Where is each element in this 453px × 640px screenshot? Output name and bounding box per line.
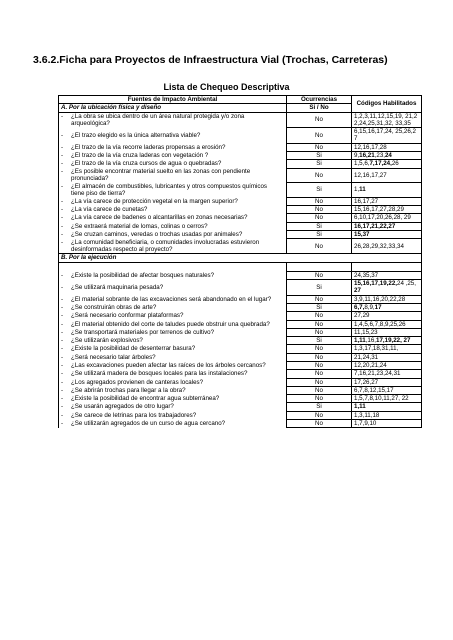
occurrence-cell: No [287,420,352,428]
question-cell [59,370,287,378]
table-row [59,168,422,183]
question-text: ¿La obra se ubica dentro de un área natural protegida y/o zona arqueológica? [71,112,245,128]
section-b-row [59,254,422,262]
question-cell [59,420,287,428]
list-dash: - [61,152,64,160]
list-dash: - [61,238,64,246]
occurrence-cell: No [287,206,352,214]
list-dash: - [61,197,64,205]
table-row [59,386,422,394]
occurrence-cell: Si [287,337,352,345]
occurrence-cell: Si [287,152,352,160]
question-cell [59,214,287,222]
table-row [59,271,422,279]
question-text: ¿El trazo de la vía cruza laderas con vegetación ? [71,152,209,160]
question-cell [59,312,287,320]
codes-cell: 1,3,17,18,31,11, [352,345,422,353]
table-row [59,214,422,222]
spacer-cell [352,262,422,271]
question-cell [59,320,287,328]
codes-cell: 24,35,37 [352,271,422,279]
list-dash: - [61,295,64,303]
occurrence-cell: No [287,214,352,222]
list-dash: - [61,182,64,190]
question-cell [59,183,287,198]
occurrence-cell: No [287,370,352,378]
question-text: ¿El material sobrante de las excavaciones será abandonado en el lugar? [71,295,272,303]
list-dash: - [61,283,64,291]
occurrence-cell: No [287,295,352,303]
question-text: ¿Se abrirán trochas para llegar a la obra? [71,386,186,394]
codes-cell: 1,4,5,6,7,8,9,25,26 [352,320,422,328]
codes-cell: 1,3,11,18 [352,411,422,419]
list-dash: - [61,362,64,369]
checklist-title: Lista de Chequeo Descriptiva [163,82,290,92]
question-cell [59,295,287,303]
question-text: ¿El trazo elegido es la única alternativa viable? [71,131,201,139]
table-row [59,222,422,230]
table-row [59,128,422,144]
codes-cell: 17,26,27 [352,378,422,386]
occurrence-cell: No [287,128,352,144]
page-heading: 3.6.2.Ficha para Proyectos de Infraestructura Vial (Trochas, Carreteras) [33,54,388,66]
list-dash: - [61,271,64,279]
question-cell [59,231,287,239]
question-cell [59,222,287,230]
occurrence-cell: Si [287,222,352,230]
question-text: ¿Se carece de letrinas para los trabajadores? [71,411,197,419]
question-cell [59,206,287,214]
col-header-si-no: Si / No [287,104,352,112]
table-row [59,183,422,198]
question-text: ¿Existe la posibilidad de desenterrar basura? [71,345,196,353]
list-dash: - [61,160,64,168]
table-row [59,143,422,151]
list-dash: - [61,131,64,139]
table-row [59,395,422,403]
question-cell [59,197,287,205]
list-dash: - [61,231,64,239]
occurrence-cell: No [287,362,352,370]
question-cell [59,128,287,144]
occurrence-cell: No [287,312,352,320]
spacer-cell [287,262,352,271]
question-text: ¿Se extraerá material de lomas, colinas o cerros? [71,222,208,230]
table-row [59,152,422,160]
table-row [59,160,422,168]
question-text: ¿Se utilizarán agregados de un curso de agua cercano? [71,420,226,428]
codes-cell: 16,17,27 [352,197,422,205]
question-cell [59,143,287,151]
list-dash: - [61,386,64,394]
codes-cell: 27,29 [352,312,422,320]
col-header-source: Fuentes de Impacto Ambiental [59,96,287,104]
table-row [59,303,422,311]
question-text: ¿El material obtenido del corte de taludes puede obstruir una quebrada? [71,320,270,328]
table-row [59,411,422,419]
table-row [59,206,422,214]
question-cell [59,168,287,183]
question-text: ¿Será necesario talar árboles? [71,353,156,361]
occurrence-cell: No [287,112,352,128]
table-row [59,378,422,386]
occurrence-cell: Si [287,231,352,239]
list-dash: - [61,222,64,230]
table-row [59,337,422,345]
occurrence-cell: No [287,271,352,279]
occurrence-cell: No [287,345,352,353]
occurrence-cell: Si [287,280,352,296]
question-text: ¿La vía carece de cunetas? [71,206,148,214]
codes-cell: 1,2,3,11,12,15,19, 21,22,24,25,31,32, 33,35 [352,112,422,128]
codes-cell: 15,37 [352,231,422,239]
list-dash: - [61,403,64,411]
question-text: ¿El trazo de la vía cruza cursos de agua o quebradas? [71,160,222,168]
spacer-cell [59,262,287,271]
codes-cell: 3,9,11,16,20,22,28 [352,295,422,303]
question-text: ¿La vía carece de protección vegetal en la margen superior? [71,197,238,205]
question-cell [59,386,287,394]
question-text: ¿Existe la posibilidad de encontrar agua subterránea? [71,395,220,403]
section-b-label: B. Por la ejecución [59,254,422,262]
occurrence-cell: No [287,386,352,394]
question-cell [59,411,287,419]
question-cell [59,337,287,345]
question-text: ¿Será necesario conformar plataformas? [71,312,184,320]
codes-cell: 16,17,21,22,27 [352,222,422,230]
question-text: ¿Se cruzan caminos, veredas o trochas usadas por animales? [71,231,243,239]
occurrence-cell: No [287,320,352,328]
list-dash: - [61,328,64,336]
codes-cell: 6,10,17,20,26,28, 29 [352,214,422,222]
table-row [59,353,422,361]
question-cell [59,303,287,311]
list-dash: - [61,214,64,222]
table-row [59,312,422,320]
codes-cell: 7,16,21,23,24,31 [352,370,422,378]
list-dash: - [61,337,64,345]
question-text: ¿Existe la posibilidad de afectar bosques naturales? [71,271,215,279]
question-cell [59,403,287,411]
occurrence-cell: No [287,328,352,336]
question-text: ¿La vía carece de badenes o alcantarillas en zonas necesarias? [71,214,248,222]
table-row [59,197,422,205]
question-text: ¿Los agregados provienen de canteras locales? [71,378,204,386]
codes-cell: 1,7,9,10 [352,420,422,428]
codes-cell: 11,15,23 [352,328,422,336]
list-dash: - [61,353,64,361]
list-dash: - [61,320,64,328]
codes-cell: 6,7,8,9,17 [352,303,422,311]
codes-cell: 26,28,29,32,33,34 [352,239,422,254]
question-cell [59,353,287,361]
list-dash: - [61,168,64,176]
question-cell [59,362,287,370]
list-dash: - [61,312,64,320]
question-text: ¿Se transportará materiales por terrenos de cultivo? [71,328,215,336]
codes-cell: 1,11,16,17,19,22, 27 [352,337,422,345]
list-dash: - [61,411,64,419]
list-dash: - [61,303,64,311]
table-row [59,345,422,353]
list-dash: - [61,378,64,386]
list-dash: - [61,143,64,151]
question-cell [59,328,287,336]
codes-cell: 6,7,8,12,15,17 [352,386,422,394]
occurrence-cell: No [287,197,352,205]
question-text: ¿El trazo de la vía recorre laderas propensas a erosión? [71,143,226,151]
question-cell [59,239,287,254]
question-text: ¿Se utilizará maquinaria pesada? [71,283,164,291]
codes-cell: 12,16,17,27 [352,168,422,183]
occurrence-cell: Si [287,160,352,168]
table-row [59,362,422,370]
codes-cell: 15,16,17,27,28,29 [352,206,422,214]
table-row [59,320,422,328]
col-header-occurrences: Ocurrencias [287,96,352,104]
table-row [59,231,422,239]
codes-cell: 1,5,6,7,17,24,26 [352,160,422,168]
codes-cell: 15,16,17,19,22,24 ,25,27 [352,280,422,296]
codes-cell: 12,16,17,28 [352,143,422,151]
question-text: ¿La comunidad beneficiaria, o comunidades involucradas estuvieron desinformadas respecto al proyecto? [71,238,260,254]
codes-cell: 21,24,31 [352,353,422,361]
codes-cell: 1,11 [352,403,422,411]
table-row [59,403,422,411]
occurrence-cell: Si [287,303,352,311]
question-text: ¿Es posible encontrar material suelto en las zonas con pendiente pronunciada? [71,168,251,183]
occurrence-cell: Si [287,403,352,411]
table-row [59,239,422,254]
list-dash: - [61,345,64,353]
table-row [59,280,422,296]
codes-cell: 6,15,16,17,24, 25,26,27 [352,128,422,144]
occurrence-cell: No [287,378,352,386]
occurrence-cell: No [287,239,352,254]
table-row [59,112,422,128]
question-cell [59,152,287,160]
table-row [59,370,422,378]
list-dash: - [61,420,64,428]
question-text: ¿El almacén de combustibles, lubricantes y otros compuestos químicos tiene piso de tierra? [71,182,268,198]
spacer-row [59,262,422,271]
table-row [59,328,422,336]
checklist-table [58,95,422,428]
list-dash: - [61,395,64,403]
list-dash: - [61,370,64,378]
question-cell [59,271,287,279]
question-text: ¿Se construirán obras de arte? [71,303,157,311]
question-cell [59,345,287,353]
question-cell [59,395,287,403]
occurrence-cell: No [287,168,352,183]
occurrence-cell: No [287,411,352,419]
question-cell [59,160,287,168]
section-a-label: A. Por la ubicación física y diseño [59,104,287,112]
question-text: ¿Se usarán agregados de otro lugar? [71,403,174,411]
question-text: ¿Las excavaciones pueden afectar las raíces de los árboles cercanos? [71,362,266,369]
question-text: ¿Se utilizarán explosivos? [71,337,143,345]
codes-cell: 1,5,7,8,10,11,27, 22 [352,395,422,403]
codes-cell: 12,20,21,24 [352,362,422,370]
table-row [59,420,422,428]
occurrence-cell: Si [287,183,352,198]
question-text: ¿Se utilizará madera de bosques locales para las instalaciones? [71,370,248,378]
occurrence-cell: No [287,353,352,361]
question-cell [59,280,287,296]
list-dash: - [61,206,64,214]
question-cell [59,112,287,128]
occurrence-cell: No [287,143,352,151]
list-dash: - [61,112,64,120]
codes-cell: 9,16,21,23,24 [352,152,422,160]
occurrence-cell: No [287,395,352,403]
question-cell [59,378,287,386]
col-header-codes: Códigos Habilitados [352,96,422,113]
table-row [59,295,422,303]
codes-cell: 1,11 [352,183,422,198]
